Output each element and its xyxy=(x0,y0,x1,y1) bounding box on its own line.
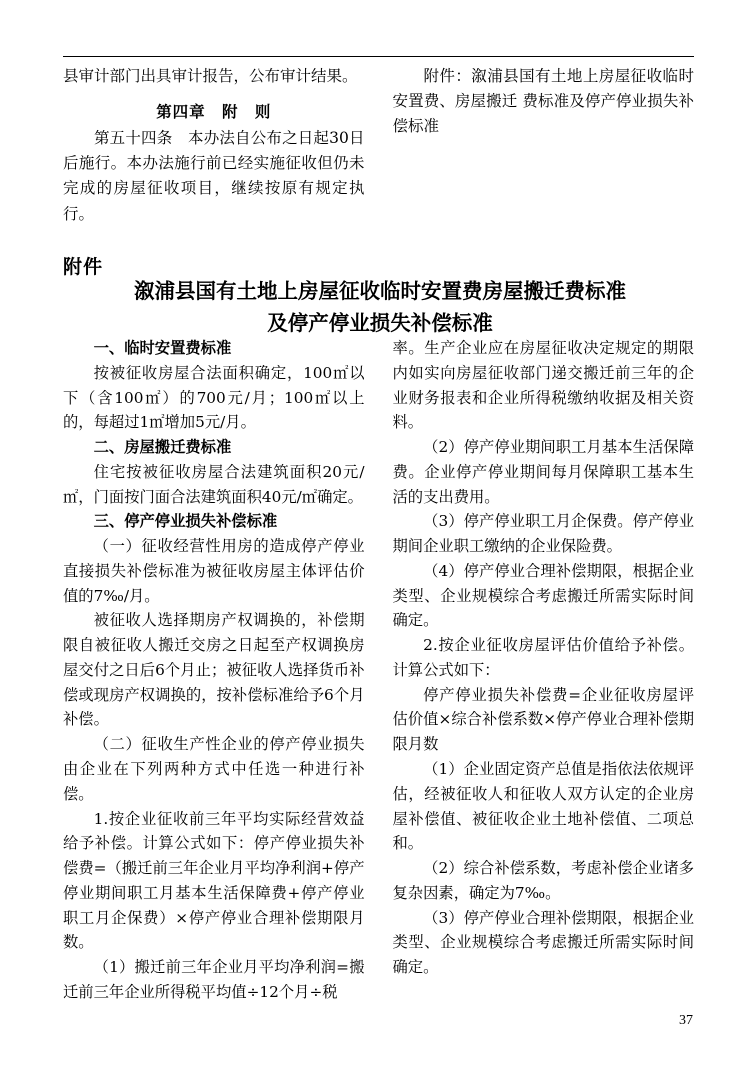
paragraph: 1.按企业征收前三年平均实际经营效益给予补偿。计算公式如下：停产停业损失补偿费=（搬迁前三年企业月平均净利润+停产停业期间职工月基本生活保障费+停产停业职工月企保费）×停产停业合理补偿期限月数。 xyxy=(63,809,365,952)
paragraph: （2）综合补偿系数，考虑补偿企业诸多复杂因素，确定为7‰。 xyxy=(392,859,694,902)
section-heading: 一、临时安置费标准 xyxy=(93,339,232,357)
paragraph: （二）征收生产性企业的停产停业损失由企业在下列两种方式中任选一种进行补偿。 xyxy=(63,735,365,803)
paragraph: （3）停产停业职工月企保费。停产停业期间企业职工缴纳的企业保险费。 xyxy=(392,512,694,556)
paragraph-article-54: 第五十四条 本办法自公布之日起30日后施行。本办法施行前已经实施征收但仍未完成的房屋征收项目，继续按原有规定执行。 xyxy=(63,129,365,223)
section-heading: 二、房屋搬迁费标准 xyxy=(93,438,232,457)
paragraph-attachment-note: 附件：溆浦县国有土地上房屋征收临时安置费、房屋搬迁 费标准及停产停业损失补偿标准 xyxy=(392,67,694,136)
paragraph: （1）企业固定资产总值是指依法依规评估，经被征收人和征收人双方认定的企业房屋补偿值、被征收企业土地补偿值、二项总和。 xyxy=(392,760,694,853)
paragraph: 按被征收房屋合法面积确定，100㎡以下（含100㎡）的700元/月；100㎡以上的，每超过1㎡增加5元/月。 xyxy=(63,363,365,432)
chapter-heading: 第四章 附 则 xyxy=(156,102,272,122)
paragraph: 停产停业损失补偿费=企业征收房屋评估价值×综合补偿系数×停产停业合理补偿期限月数 xyxy=(392,685,694,754)
paragraph: 住宅按被征收房屋合法建筑面积20元/㎡，门面按门面合法建筑面积40元/㎡确定。 xyxy=(63,462,365,506)
attachment-label: 附件 xyxy=(63,256,104,278)
body-left-column xyxy=(63,336,365,1005)
paragraph: （2）停产停业期间职工月基本生活保障费。企业停产停业期间每月保障职工基本生活的支出费用。 xyxy=(392,438,694,506)
attachment-title-line-1: 溆浦县国有土地上房屋征收临时安置费房屋搬迁费标准 xyxy=(134,279,626,303)
top-columns xyxy=(63,64,694,227)
attachment-title xyxy=(100,276,660,340)
page-number: 37 xyxy=(679,1013,693,1028)
paragraph: （4）停产停业合理补偿期限，根据企业类型、企业规模综合考虑搬迁所需实际时间确定。 xyxy=(392,561,694,630)
top-right-column xyxy=(393,64,695,227)
attachment-title-line-2: 及停产停业损失补偿标准 xyxy=(267,310,493,335)
top-left-column xyxy=(63,64,365,227)
paragraph-audit: 县审计部门出具审计报告，公布审计结果。 xyxy=(63,67,358,85)
paragraph: 被征收人选择期房产权调换的，补偿期限自被征收人搬迁交房之日起至产权调换房屋交付之日后6个月止；被征收人选择货币补偿或现房产权调换的，按补偿标准给予6个月补偿。 xyxy=(63,611,365,729)
header-rule xyxy=(63,56,694,57)
body-columns xyxy=(63,336,694,1005)
body-right-column xyxy=(393,336,695,1005)
paragraph: （1）搬迁前三年企业月平均净利润=搬迁前三年企业所得税平均值÷12个月÷税 xyxy=(63,958,365,1001)
section-heading: 三、停产停业损失补偿标准 xyxy=(93,512,278,531)
paragraph: 率。生产企业应在房屋征收决定规定的期限内如实向房屋征收部门递交搬迁前三年的企业财务报表和企业所得税缴纳收据及相关资料。 xyxy=(392,339,694,432)
paragraph: （一）征收经营性用房的造成停产停业直接损失补偿标准为被征收房屋主体评估价值的7‰/月。 xyxy=(63,537,365,605)
paragraph: 2.按企业征收房屋评估价值给予补偿。计算公式如下： xyxy=(392,636,694,679)
paragraph: （3）停产停业合理补偿期限，根据企业类型、企业规模综合考虑搬迁所需实际时间确定。 xyxy=(392,908,694,977)
